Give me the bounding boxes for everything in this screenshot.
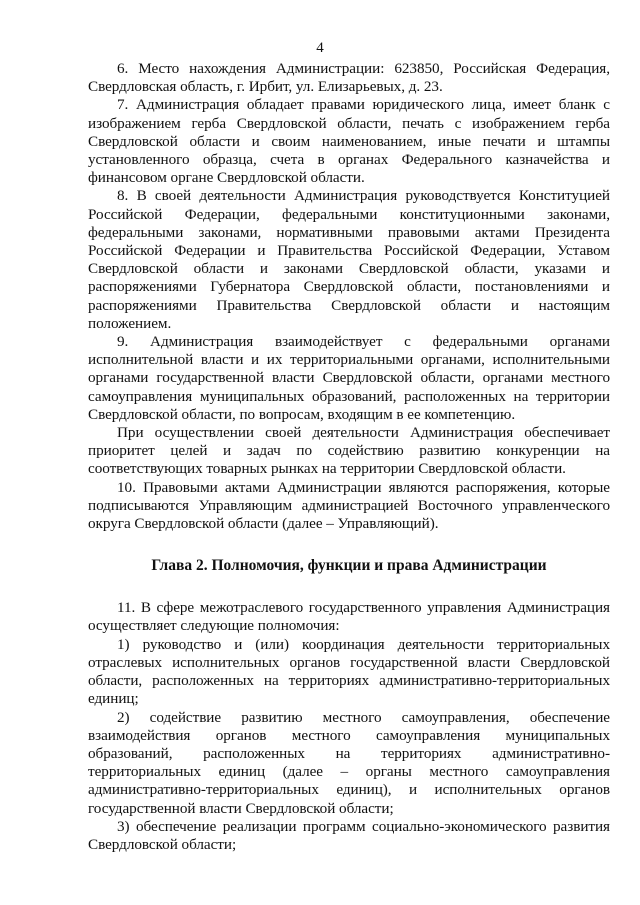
paragraph-11-item-2: 2) содействие развитию местного самоуправления, обеспечение взаимодействия органов местного самоуправления муниципальных образований, расположенных на территориях административно-территориальных единиц (далее – органы местного самоуправления административно-территориальных единиц), и исполнительных органов государственной власти Свердловской области;	[88, 708, 610, 817]
paragraph-10: 10. Правовыми актами Администрации являются распоряжения, которые подписываются Управляющим администрацией Восточного управленческого округа Свердловской области (далее – Управляющий).	[88, 478, 610, 533]
paragraph-11-item-1: 1) руководство и (или) координация деятельности территориальных отраслевых исполнительных органов государственной власти Свердловской области, расположенных на территориях административно-территориальных единиц;	[88, 635, 610, 708]
page-number: 4	[316, 40, 324, 56]
paragraph-11-item-3: 3) обеспечение реализации программ социально-экономического развития Свердловской области;	[88, 817, 610, 853]
paragraph-8: 8. В своей деятельности Администрация руководствуется Конституцией Российской Федерации, федеральными конституционными законами, федеральными законами, нормативными правовыми актами Президента Российской Федерации и Правительства Российской Федерации, Уставом Свердловской области и законами Свердловской области, указами и распоряжениями Губернатора Свердловской области, постановлениями и распоряжениями Правительства Свердловской области и настоящим положением.	[88, 187, 610, 332]
paragraph-9: 9. Администрация взаимодействует с федеральными органами исполнительной власти и их территориальными органами, исполнительными органами государственной власти Свердловской области, органами местного самоуправления муниципальных образований, расположенных на территории Свердловской области, по вопросам, входящим в ее компетенцию.	[88, 333, 610, 423]
document-body	[88, 60, 610, 854]
paragraph-6: 6. Место нахождения Администрации: 623850, Российская Федерация, Свердловская область, г. Ирбит, ул. Елизарьевых, д. 23.	[88, 60, 610, 96]
paragraph-9-continued: При осуществлении своей деятельности Администрация обеспечивает приоритет целей и задач по содействию развитию конкуренции на соответствующих товарных рынках на территории Свердловской области.	[88, 424, 610, 478]
chapter-heading: Глава 2. Полномочия, функции и права Администрации	[151, 557, 547, 575]
paragraph-11: 11. В сфере межотраслевого государственного управления Администрация осуществляет следующие полномочия:	[88, 599, 610, 635]
paragraph-7: 7. Администрация обладает правами юридического лица, имеет бланк с изображением герба Свердловской области, печать с изображением герба Свердловской области и своим наименованием, иные печати и штампы установленного образца, счета в органах Федерального казначейства и финансовом органе Свердловской области.	[88, 96, 610, 187]
